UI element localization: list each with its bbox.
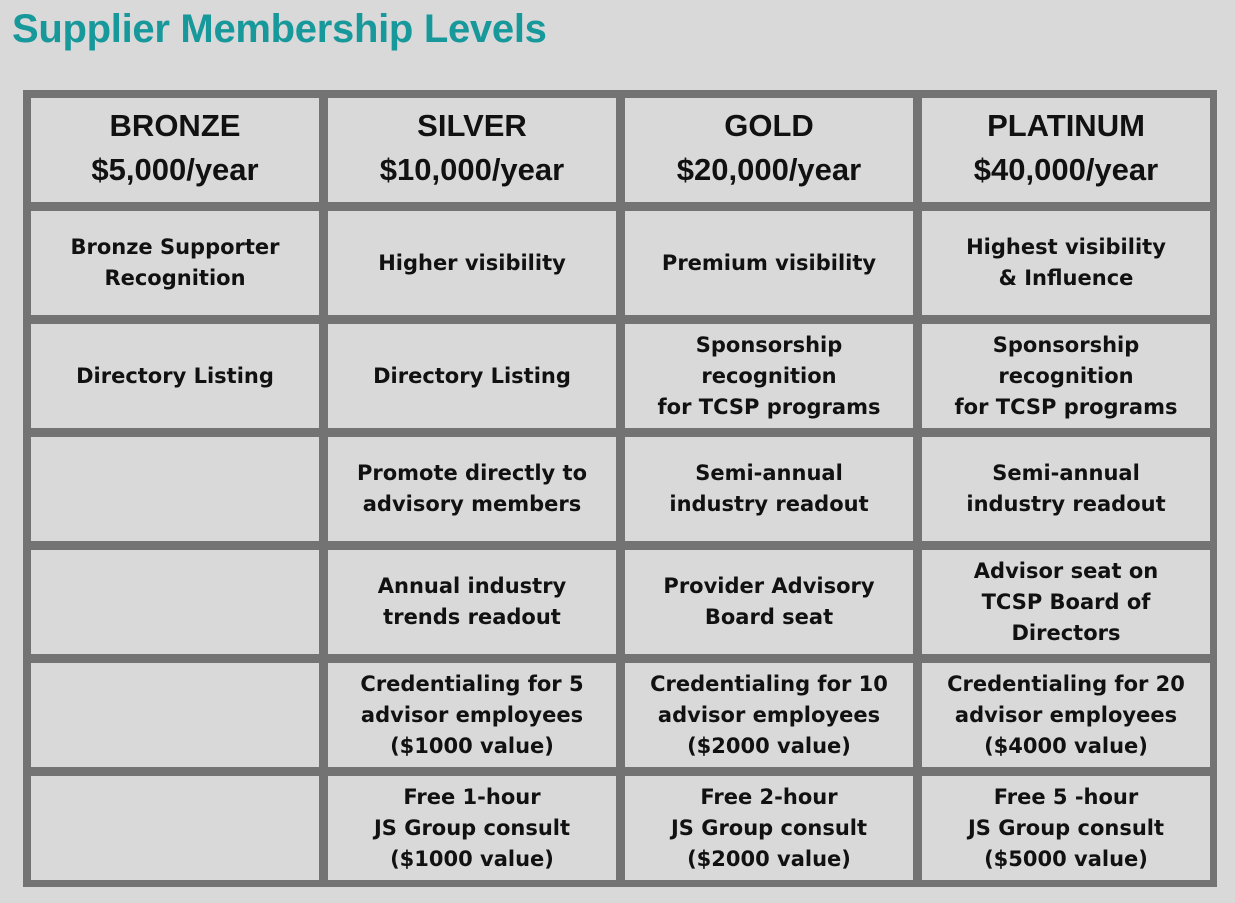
- benefit-cell-bronze: Directory Listing: [31, 324, 319, 428]
- benefit-cell-silver: Promote directly to advisory members: [328, 437, 616, 541]
- benefit-cell-platinum: Semi-annual industry readout: [922, 437, 1210, 541]
- tier-price: $10,000/year: [379, 152, 565, 187]
- benefit-cell-platinum: Advisor seat on TCSP Board of Directors: [922, 550, 1210, 654]
- benefit-cell-gold: Credentialing for 10 advisor employees ($2000 value): [625, 663, 913, 767]
- benefit-cell-silver: Higher visibility: [328, 211, 616, 315]
- benefit-cell-bronze: [31, 437, 319, 541]
- tier-price: $5,000/year: [91, 152, 259, 187]
- benefit-cell-gold: Premium visibility: [625, 211, 913, 315]
- benefit-cell-gold: Semi-annual industry readout: [625, 437, 913, 541]
- tier-name: BRONZE: [109, 108, 241, 143]
- membership-levels-table: [23, 90, 1217, 887]
- benefit-cell-silver: Directory Listing: [328, 324, 616, 428]
- benefit-cell-bronze: Bronze Supporter Recognition: [31, 211, 319, 315]
- benefit-cell-bronze: [31, 550, 319, 654]
- page-title: Supplier Membership Levels: [12, 7, 547, 51]
- benefit-cell-platinum: Highest visibility & Influence: [922, 211, 1210, 315]
- benefit-cell-gold: Sponsorship recognition for TCSP programs: [625, 324, 913, 428]
- benefit-cell-bronze: [31, 776, 319, 880]
- tier-price: $40,000/year: [973, 152, 1159, 187]
- tier-name: GOLD: [724, 108, 814, 143]
- benefit-cell-platinum: Free 5 -hour JS Group consult ($5000 value): [922, 776, 1210, 880]
- benefit-cell-silver: Credentialing for 5 advisor employees ($1000 value): [328, 663, 616, 767]
- benefit-cell-silver: Annual industry trends readout: [328, 550, 616, 654]
- benefit-cell-platinum: Sponsorship recognition for TCSP programs: [922, 324, 1210, 428]
- tier-name: PLATINUM: [987, 108, 1145, 143]
- benefit-cell-gold: Provider Advisory Board seat: [625, 550, 913, 654]
- tier-header-platinum: [922, 98, 1210, 202]
- tier-name: SILVER: [417, 108, 527, 143]
- tier-header-silver: [328, 98, 616, 202]
- tier-header-bronze: [31, 98, 319, 202]
- benefit-cell-platinum: Credentialing for 20 advisor employees ($4000 value): [922, 663, 1210, 767]
- benefit-cell-bronze: [31, 663, 319, 767]
- benefit-cell-silver: Free 1-hour JS Group consult ($1000 value): [328, 776, 616, 880]
- tier-price: $20,000/year: [676, 152, 862, 187]
- benefit-cell-gold: Free 2-hour JS Group consult ($2000 value): [625, 776, 913, 880]
- tier-header-gold: [625, 98, 913, 202]
